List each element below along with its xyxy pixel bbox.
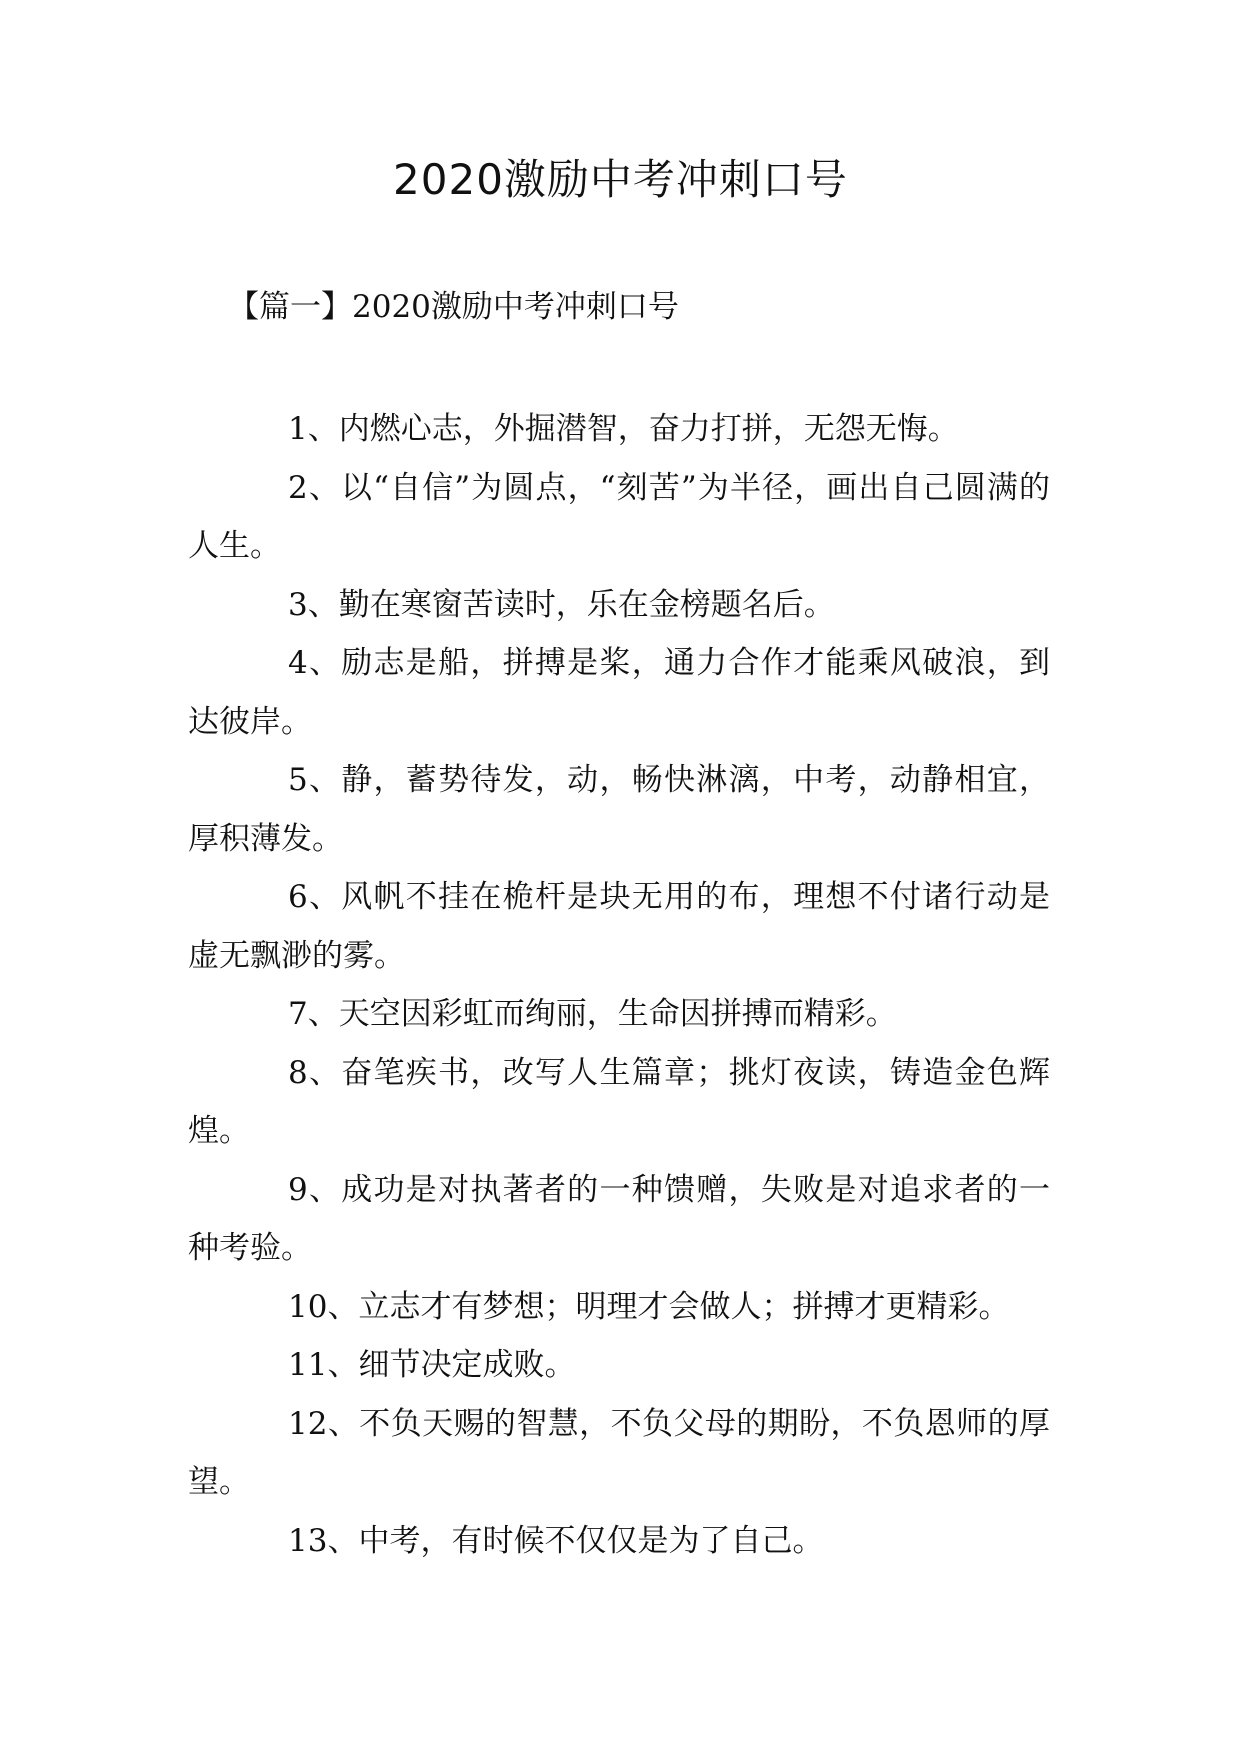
slogan-paragraph: 11、细节决定成败。	[288, 1347, 576, 1383]
slogan-paragraph: 9、成功是对执著者的一种馈赠，失败是对追求者的一种考验。	[188, 1171, 1050, 1266]
slogan-paragraph: 12、不负天赐的智慧，不负父母的期盼，不负恩师的厚望。	[188, 1405, 1050, 1500]
slogan-paragraph: 5、静，蓄势待发，动，畅快淋漓，中考，动静相宜，厚积薄发。	[188, 762, 1050, 857]
slogan-paragraph: 7、天空因彩虹而绚丽，生命因拼搏而精彩。	[288, 996, 897, 1032]
document-title: 2020激励中考冲刺口号	[393, 155, 848, 204]
slogan-paragraph: 8、奋笔疾书，改写人生篇章；挑灯夜读，铸造金色辉煌。	[188, 1054, 1050, 1149]
slogan-paragraph: 13、中考，有时候不仅仅是为了自己。	[288, 1522, 824, 1559]
slogan-paragraph: 2、以“自信”为圆点，“刻苦”为半径，画出自己圆满的人生。	[188, 469, 1050, 564]
slogan-paragraph: 6、风帆不挂在桅杆是块无用的布，理想不付诸行动是虚无飘渺的雾。	[188, 879, 1050, 974]
slogan-paragraph: 10、立志才有梦想；明理才会做人；拼搏才更精彩。	[288, 1288, 1010, 1325]
slogan-paragraph: 1、内燃心志，外掘潜智，奋力打拼，无怨无悔。	[288, 411, 959, 447]
slogan-paragraph: 4、励志是船，拼搏是桨，通力合作才能乘风破浪，到达彼岸。	[188, 645, 1050, 740]
slogan-paragraph: 3、勤在寒窗苦读时，乐在金榜题名后。	[288, 586, 835, 623]
document-body	[188, 400, 1050, 1570]
section-heading: 【篇一】2020激励中考冲刺口号	[228, 289, 679, 325]
